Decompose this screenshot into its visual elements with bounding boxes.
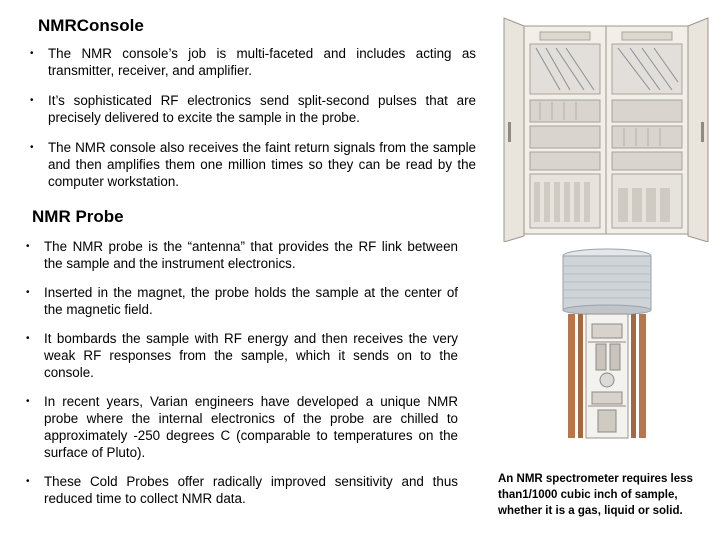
- console-heading: NMRConsole: [38, 16, 144, 35]
- probe-bullet-5: • These Cold Probes offer radically improved sensitivity and thus reduced time to collect NMR data.: [26, 473, 458, 507]
- probe-bullet-4: • In recent years, Varian engineers have developed a unique NMR probe where the internal electronics of the probe are chilled to approximately -250 degrees C (comparable to temperatures on the surface of Pluto).: [26, 393, 458, 461]
- probe-bullet-list: [26, 238, 458, 519]
- console-bullet-3: • The NMR console also receives the faint return signals from the sample and then amplifies them one million times so they can be read by the computer workstation.: [30, 139, 476, 190]
- probe-bullet-1: • The NMR probe is the “antenna” that provides the RF link between the sample and the instrument electronics.: [26, 238, 458, 272]
- nmr-probe-image: [552, 246, 662, 442]
- probe-heading: NMR Probe: [32, 207, 124, 226]
- console-bullet-list: [30, 45, 476, 203]
- spectrometer-caption: An NMR spectrometer requires less than1/1000 cubic inch of sample, whether it is a gas, liquid or solid.: [498, 472, 693, 517]
- probe-bullet-3: • It bombards the sample with RF energy and then receives the very weak RF responses from the sample, which it sends on to the console.: [26, 330, 458, 381]
- nmr-console-image: [500, 12, 712, 242]
- probe-bullet-2: • Inserted in the magnet, the probe holds the sample at the center of the magnetic field.: [26, 284, 458, 318]
- console-bullet-1: • The NMR console’s job is multi-faceted and includes acting as transmitter, receiver, and amplifier.: [30, 45, 476, 79]
- console-bullet-2: • It’s sophisticated RF electronics send split-second pulses that are precisely delivered to excite the sample in the probe.: [30, 92, 476, 126]
